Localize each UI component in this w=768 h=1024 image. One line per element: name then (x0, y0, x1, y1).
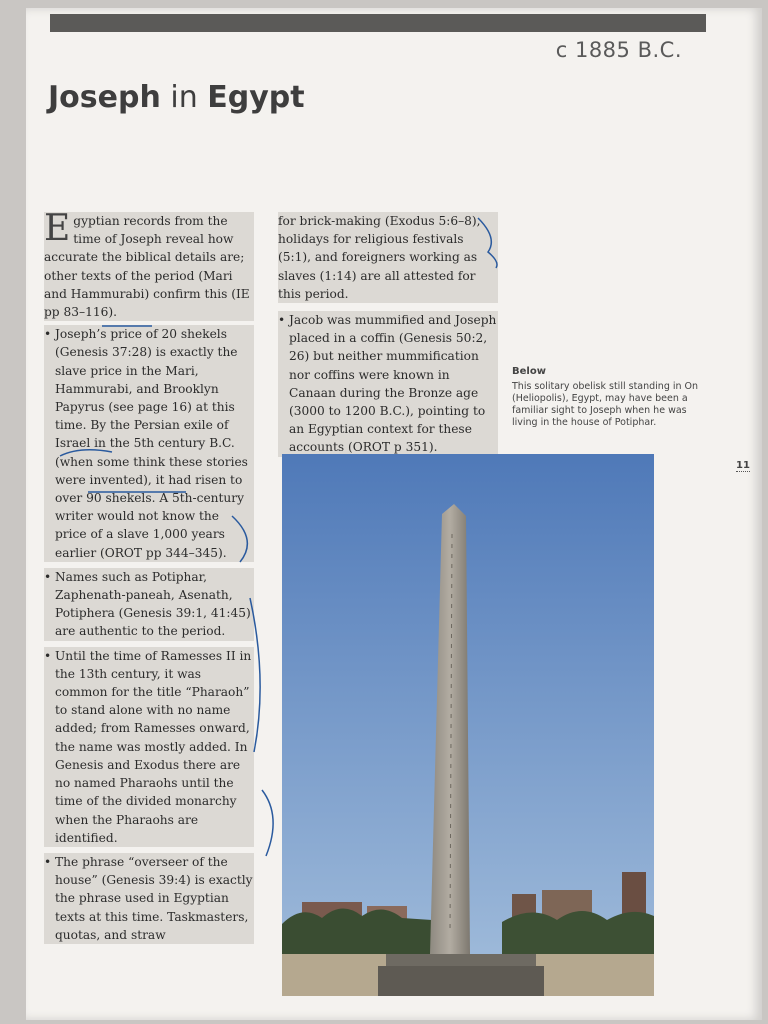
page-number: 11 (736, 460, 750, 471)
bullet-item: • Until the time of Ramesses II in the 13th century, it was common for the title “Pharaoh” to stand alone with no name added; from Ramesses onward, the name was mostly added. In Genesis and Exodus there are no named Pharaohs until the time of the divided monarchy when the Pharaohs are identified. (44, 647, 254, 847)
caption-text: This solitary obelisk still standing in On (Heliopolis), Egypt, may have been a familiar sight to Joseph when he was living in the house of Potiphar. (512, 381, 699, 428)
caption-heading: Below (512, 366, 546, 377)
bullet-item: • Names such as Potiphar, Zaphenath-paneah, Asenath, Potiphera (Genesis 39:1, 41:45) are authentic to the period. (44, 568, 254, 641)
obelisk-photo (282, 454, 654, 996)
continuation-paragraph: for brick-making (Exodus 5:6–8), holidays for religious festivals (5:1), and foreigners working as slaves (1:14) are all attested for this period. (278, 212, 498, 303)
intro-paragraph: E gyptian records from the time of Joseph reveal how accurate the biblical details are; other texts of the period (Mari and Hammurabi) confirm this (IE pp 83–116). (44, 212, 254, 321)
bullet-item: • The phrase “overseer of the house” (Genesis 39:4) is exactly the phrase used in Egyptian texts at this time. Taskmasters, quotas, and straw (44, 853, 254, 944)
date-label: c 1885 B.C. (555, 38, 682, 62)
bullet-item: • Jacob was mummified and Joseph placed in a coffin (Genesis 50:2, 26) but neither mummification nor coffins were known in Canaan during the Bronze age (3000 to 1200 B.C.), pointing to an Egyptian context for these accounts (OROT p 351). (278, 311, 498, 457)
drop-cap: E (44, 208, 71, 249)
header-bar (50, 14, 706, 32)
text-column-right (278, 212, 498, 457)
photo-caption (512, 366, 708, 429)
page-title: Joseph in Egypt (48, 80, 305, 115)
bullet-item: • Joseph’s price of 20 shekels (Genesis 37:28) is exactly the slave price in the Mari, Hammurabi, and Brooklyn Papyrus (see page 16) at this time. By the Persian exile of Israel in the 5th century B.C. (when some think these stories were invented), it had risen to over 90 shekels. A 5th-century writer would not know the price of a slave 1,000 years earlier (OROT pp 344–345). (44, 325, 254, 562)
text-column-left (44, 208, 254, 944)
book-page (26, 8, 762, 1020)
